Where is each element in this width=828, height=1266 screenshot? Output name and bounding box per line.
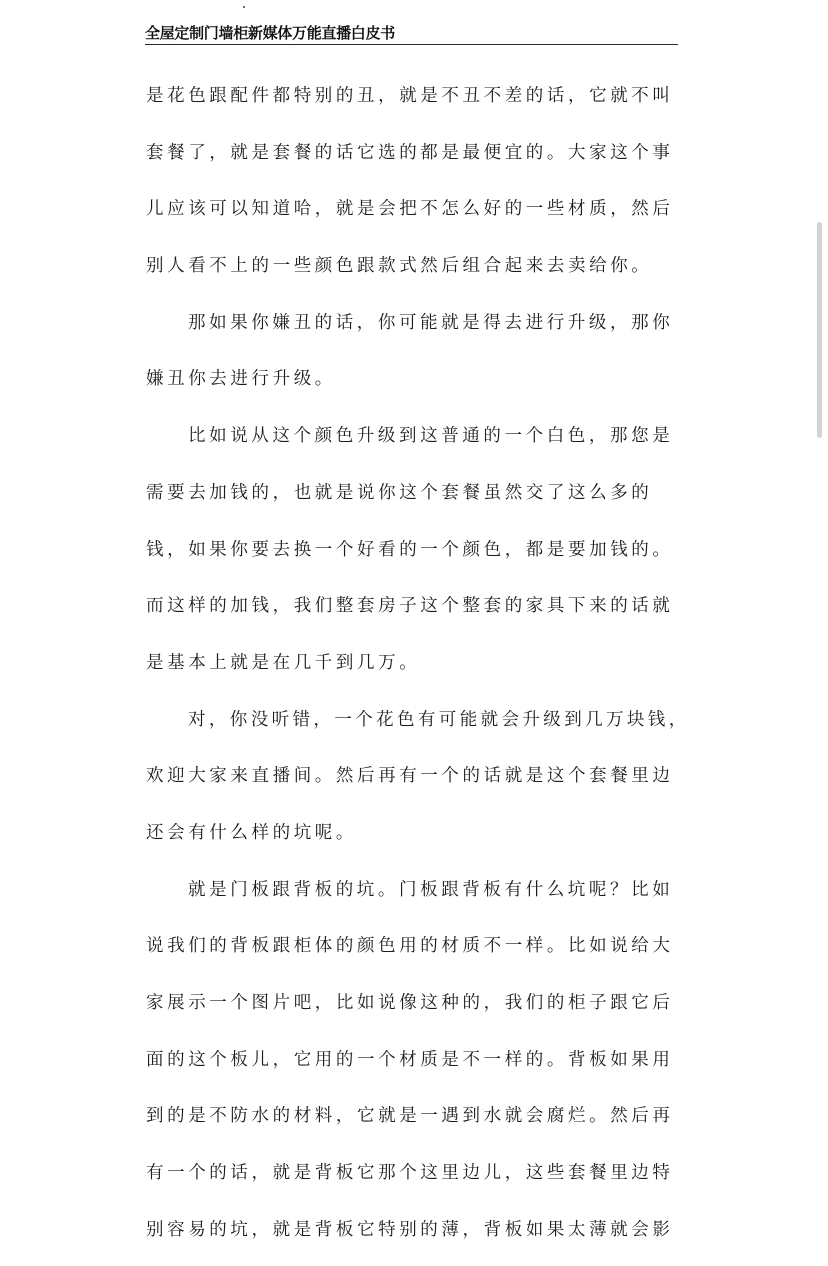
text-line: 儿应该可以知道哈，就是会把不怎么好的一些材质，然后 bbox=[146, 199, 674, 220]
text-line: 别容易的坑，就是背板它特别的薄，背板如果太薄就会影 bbox=[146, 1219, 674, 1240]
text-line: 钱，如果你要去换一个好看的一个颜色，都是要加钱的。 bbox=[146, 539, 674, 560]
text-line: 欢迎大家来直播间。然后再有一个的话就是这个套餐里边 bbox=[146, 766, 674, 787]
running-header bbox=[145, 20, 678, 45]
body-text bbox=[146, 76, 691, 1266]
text-line: 而这样的加钱，我们整套房子这个整套的家具下来的话就 bbox=[146, 596, 674, 617]
text-line: 是花色跟配件都特别的丑，就是不丑不差的话，它就不叫 bbox=[146, 86, 674, 106]
text-line: 那如果你嫌丑的话，你可能就是得去进行升级，那你 bbox=[188, 312, 674, 333]
text-line: 家展示一个图片吧，比如说像这种的，我们的柜子跟它后 bbox=[146, 993, 674, 1013]
header-title: 全屋定制门墙柜新媒体万能直播白皮书 bbox=[145, 24, 395, 42]
scrollbar-thumb[interactable] bbox=[817, 222, 822, 438]
text-line: 嫌丑你去进行升级。 bbox=[146, 369, 336, 390]
text-line: 对，你没听错，一个花色有可能就会升级到几万块钱， bbox=[188, 709, 690, 730]
text-line: 就是门板跟背板的坑。门板跟背板有什么坑呢？比如 bbox=[188, 879, 674, 900]
text-line: 说我们的背板跟柜体的颜色用的材质不一样。比如说给大 bbox=[146, 936, 674, 957]
scan-speck bbox=[243, 6, 245, 8]
text-line: 需要去加钱的，也就是说你这个套餐虽然交了这么多的 bbox=[146, 482, 653, 503]
text-line: 面的这个板儿，它用的一个材质是不一样的。背板如果用 bbox=[146, 1049, 674, 1070]
text-line: 别人看不上的一些颜色跟款式然后组合起来去卖给你。 bbox=[146, 256, 653, 277]
text-line: 是基本上就是在几千到几万。 bbox=[146, 652, 421, 673]
text-line: 到的是不防水的材料，它就是一遇到水就会腐烂。然后再 bbox=[146, 1106, 674, 1127]
text-line: 有一个的话，就是背板它那个这里边儿，这些套餐里边特 bbox=[146, 1163, 674, 1184]
text-line: 套餐了，就是套餐的话它选的都是最便宜的。大家这个事 bbox=[146, 142, 674, 163]
text-line: 还会有什么样的坑呢。 bbox=[146, 822, 357, 843]
text-line: 比如说从这个颜色升级到这普通的一个白色，那您是 bbox=[188, 426, 674, 447]
